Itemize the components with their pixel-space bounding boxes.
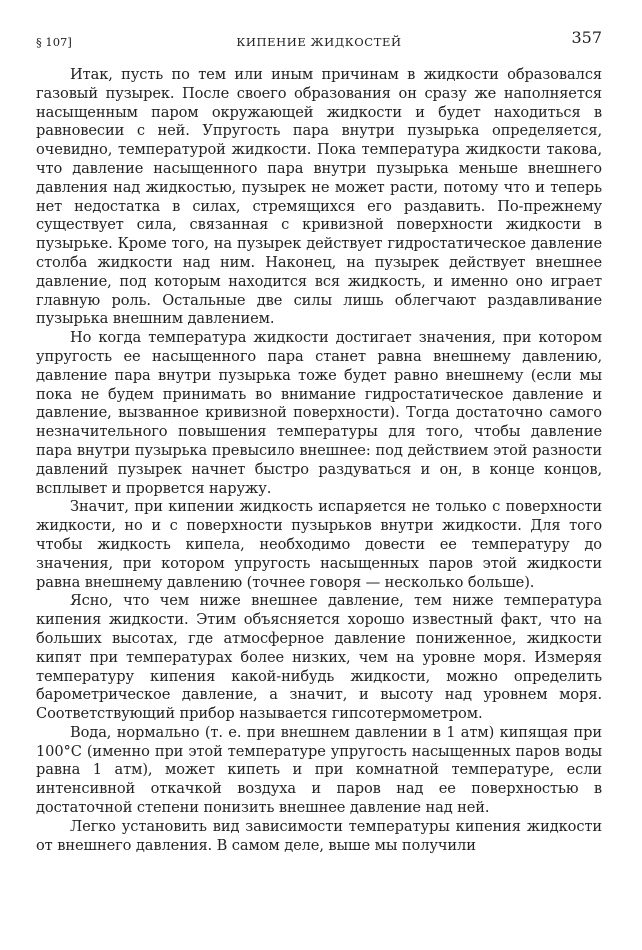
paragraph: Но когда температура жидкости достигает значения, при котором упругость ее насыщенного пара станет равна внешнему давлению, давление пара внутри пузырька тоже будет равно внешнему (если мы пока не будем принимать во внимание гидростатическое давление и давление, вызванное кривизной поверхности). Тогда достаточно самого незначительного повышения температуры для того, чтобы давление пара внутри пузырька превысило внешнее: под действием этой разности давлений пузырек начнет быстро раздуваться и он, в конце концов, всплывет и прорвется наружу. xyxy=(36,329,602,497)
running-header xyxy=(36,28,602,58)
body-text xyxy=(36,66,602,855)
paragraph: Итак, пусть по тем или иным причинам в жидкости образовался газовый пузырек. После своего образования он сразу же наполняется насыщенным паром окружающей жидкости и будет находиться в равновесии с ней. Упругость пара внутри пузырька определяется, очевидно, температурой жидкости. Пока температура жидкости такова, что давление насыщенного пара внутри пузырька меньше внешнего давления над жидкостью, пузырек не может расти, потому что и теперь нет недостатка в силах, стремящихся его раздавить. По-прежнему существует сила, связанная с кривизной поверхности жидкости в пузырьке. Кроме того, на пузырек действует гидростатическое давление столба жидкости над ним. Наконец, на пузырек действует внешнее давление, под которым находится вся жидкость, и именно оно играет главную роль. Остальные две силы лишь облегчают раздавливание пузырька внешним давлением. xyxy=(36,66,602,328)
paragraph: Вода, нормально (т. е. при внешнем давлении в 1 атм) кипящая при 100°C (именно при этой температуре упругость насыщенных паров воды равна 1 атм), может кипеть и при комнатной температуре, если интенсивной откачкой воздуха и паров над ее поверхностью в достаточной степени понизить внешнее давление над ней. xyxy=(36,723,602,817)
paragraph: Значит, при кипении жидкость испаряется не только с поверхности жидкости, но и с поверхности пузырьков внутри жидкости. Для того чтобы жидкость кипела, необходимо довести ее температуру до значения, при котором упругость насыщенных паров этой жидкости равна внешнему давлению (точнее говоря — несколько больше). xyxy=(36,498,602,591)
book-page xyxy=(36,28,602,855)
section-reference: § 107] xyxy=(36,35,72,49)
chapter-title: КИПЕНИЕ ЖИДКОСТЕЙ xyxy=(236,35,402,49)
page-number: 357 xyxy=(571,28,602,47)
paragraph: Ясно, что чем ниже внешнее давление, тем ниже температура кипения жидкости. Этим объясняется хорошо известный факт, что на больших высотах, где атмосферное давление пониженное, жидкости кипят при температурах более низких, чем на уровне моря. Измеряя температуру кипения какой-нибудь жидкости, можно определить барометрическое давление, а значит, и высоту над уровнем моря. Соответствующий прибор называется гипсотермометром. xyxy=(36,592,602,723)
paragraph: Легко установить вид зависимости температуры кипения жидкости от внешнего давления. В самом деле, выше мы получили xyxy=(36,817,602,854)
